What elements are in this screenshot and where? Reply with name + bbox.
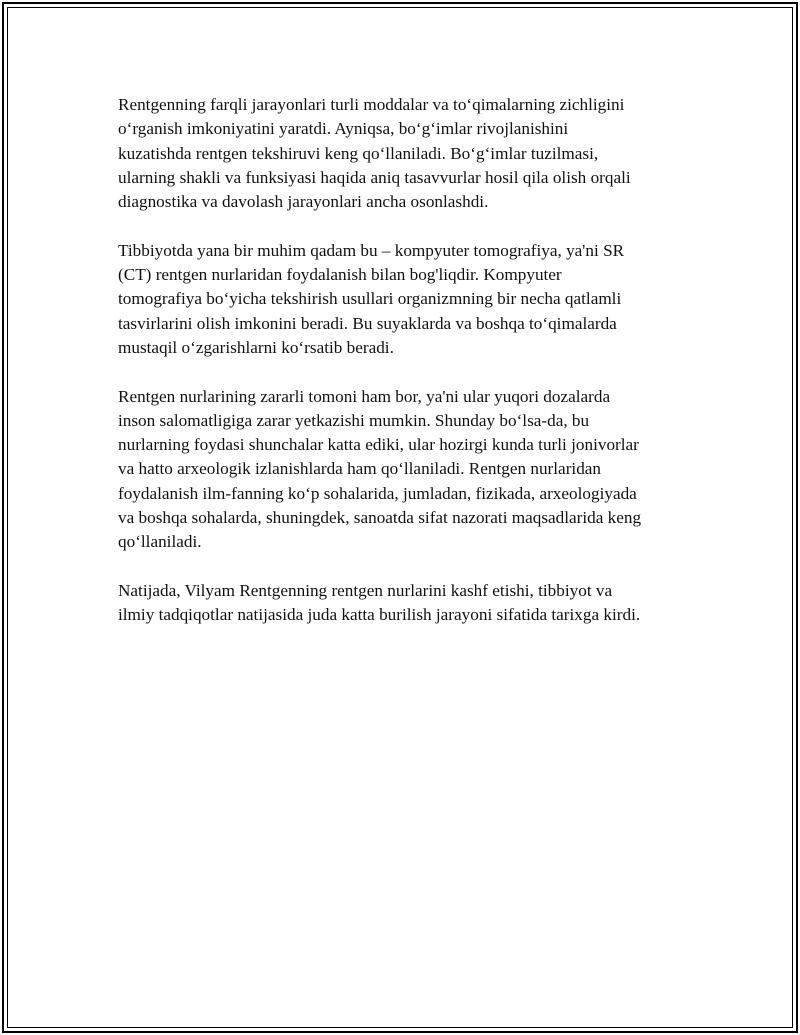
document-body	[118, 93, 683, 652]
paragraph-4: Natijada, Vilyam Rentgenning rentgen nurlarini kashf etishi, tibbiyot va ilmiy tadqiqotlar natijasida juda katta burilish jarayoni sifatida tarixga kirdi.	[118, 580, 641, 625]
paragraph-2: Tibbiyotda yana bir muhim qadam bu – kompyuter tomografiya, ya'ni SR (CT) rentgen nurlaridan foydalanish bilan bog'liqdir. Kompyuter tomografiya bo‘yicha tekshirish usullari organizmning bir necha qatlamli tasvirlarini olish imkonini beradi. Bu suyaklarda va boshqa to‘qimalarda mustaqil o‘zgarishlarni ko‘rsatib beradi.	[118, 240, 625, 357]
paragraph-1: Rentgenning farqli jarayonlari turli moddalar va to‘qimalarning zichligini o‘rganish imkoniyatini yaratdi. Ayniqsa, bo‘g‘imlar rivojlanishini kuzatishda rentgen tekshiruvi keng qo‘llaniladi. Bo‘g‘imlar tuzilmasi, ularning shakli va funksiyasi haqida aniq tasavvurlar hosil qila olish orqali diagnostika va davolash jarayonlari ancha osonlashdi.	[118, 95, 631, 212]
paragraph-3: Rentgen nurlarining zararli tomoni ham bor, ya'ni ular yuqori dozalarda inson salomatligiga zarar yetkazishi mumkin. Shunday bo‘lsa-da, bu nurlarning foydasi shunchalar katta ediki, ular hozirgi kunda turli jonivorlar va hatto arxeologik izlanishlarda ham qo‘llaniladi. Rentgen nurlaridan foydalanish ilm-fanning ko‘p sohalarida, jumladan, fizikada, arxeologiyada va boshqa sohalarda, shuningdek, sanoatda sifat nazorati maqsadlarida keng qo‘llaniladi.	[118, 386, 642, 552]
